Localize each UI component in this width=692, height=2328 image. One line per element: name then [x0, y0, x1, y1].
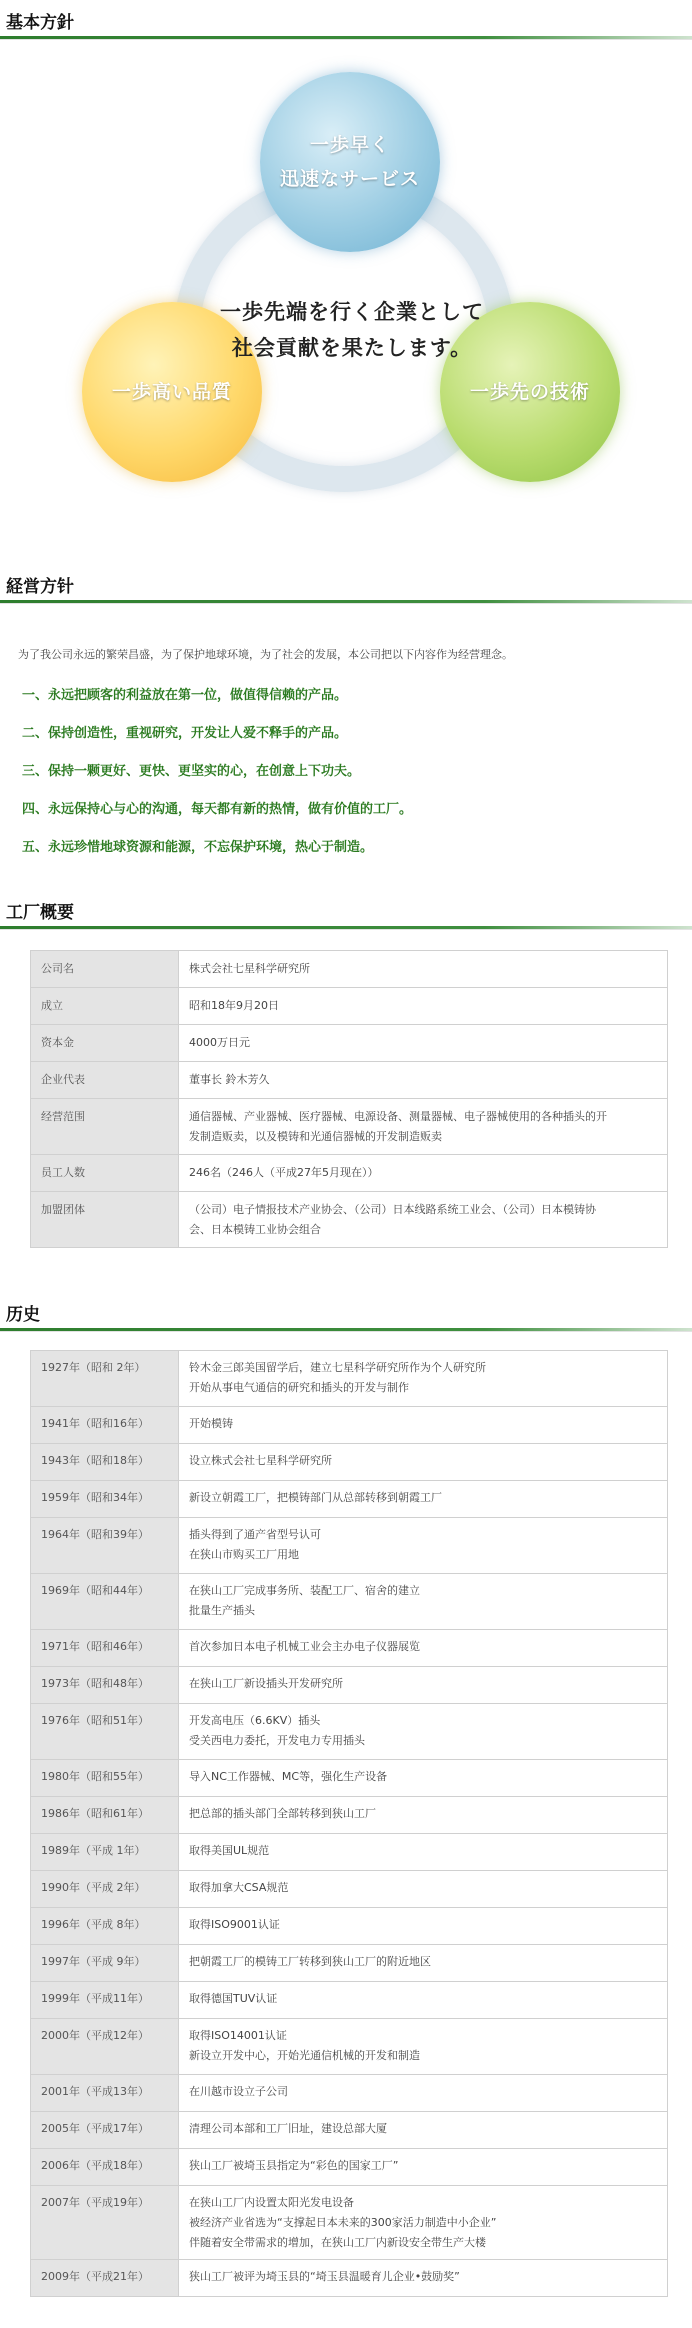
- history-year: 1943年（昭和18年）: [31, 1444, 179, 1481]
- table-row: [31, 1062, 668, 1099]
- history-row: [31, 1407, 668, 1444]
- history-event-line: 受关西电力委托，开发电力专用插头: [189, 1734, 365, 1747]
- table-value: 246名（246人（平成27年5月现在））: [179, 1155, 668, 1192]
- history-event-line: 插头得到了通产省型号认可: [189, 1528, 321, 1541]
- table-key: 成立: [31, 988, 179, 1025]
- history-row: [31, 1704, 668, 1760]
- history-event: [179, 2112, 668, 2149]
- history-row: [31, 2149, 668, 2186]
- basic-policy-diagram: [82, 72, 622, 512]
- history-year: 2001年（平成13年）: [31, 2075, 179, 2112]
- history-event-line: 在狭山市购买工厂用地: [189, 1548, 299, 1561]
- history-event: [179, 1518, 668, 1574]
- history-year: 1980年（昭和55年）: [31, 1760, 179, 1797]
- history-event: [179, 1871, 668, 1908]
- history-year: 1969年（昭和44年）: [31, 1574, 179, 1630]
- history-event-line: 取得美国UL规范: [189, 1844, 270, 1857]
- table-row: [31, 988, 668, 1025]
- circle-speed: [260, 72, 440, 252]
- policy-item: 一、永远把顾客的利益放在第一位，做值得信赖的产品。: [22, 688, 348, 703]
- history-year: 2006年（平成18年）: [31, 2149, 179, 2186]
- history-event-line: 取得ISO14001认证: [189, 2029, 287, 2042]
- history-event: [179, 1834, 668, 1871]
- history-event: [179, 1945, 668, 1982]
- table-value: 通信器械、产业器械、医疗器械、电源设备、测量器械、电子器械使用的各种插头的开 发制造贩卖，以及模铸和光通信器械的开发制造贩卖: [179, 1099, 668, 1155]
- history-row: [31, 1518, 668, 1574]
- history-event-line: 清理公司本部和工厂旧址，建设总部大厦: [189, 2122, 387, 2135]
- history-event: [179, 1704, 668, 1760]
- history-event-line: 狭山工厂被埼玉县指定为“彩色的国家工厂”: [189, 2159, 399, 2172]
- table-value: 董事长 鈴木芳久: [179, 1062, 668, 1099]
- section-title-history: 历史: [6, 1305, 40, 1325]
- table-row: [31, 951, 668, 988]
- section-divider: [0, 36, 692, 39]
- policy-item: 二、保持创造性，重视研究，开发让人爱不释手的产品。: [22, 726, 348, 741]
- history-year: 1986年（昭和61年）: [31, 1797, 179, 1834]
- history-event: [179, 1574, 668, 1630]
- history-row: [31, 1797, 668, 1834]
- history-year: 1990年（平成 2年）: [31, 1871, 179, 1908]
- history-row: [31, 1481, 668, 1518]
- circle-quality-label: 一歩高い品質: [111, 381, 232, 403]
- table-row: [31, 1155, 668, 1192]
- table-key: 加盟团体: [31, 1192, 179, 1248]
- history-event: [179, 2075, 668, 2112]
- history-event-line: 开发高电压（6.6KV）插头: [189, 1714, 321, 1727]
- center-slogan-line1: 一歩先端を行く企業として: [220, 300, 484, 324]
- policy-item: 五、永远珍惜地球资源和能源，不忘保护环境，热心于制造。: [22, 840, 374, 855]
- table-key: 员工人数: [31, 1155, 179, 1192]
- section-title-basic-policy: 基本方針: [6, 13, 74, 33]
- history-row: [31, 2019, 668, 2075]
- circle-speed-line1: 一歩早く: [309, 134, 390, 156]
- table-key: 企业代表: [31, 1062, 179, 1099]
- history-row: [31, 1982, 668, 2019]
- history-event-line: 导入NC工作器械、MC等，强化生产设备: [189, 1770, 388, 1783]
- history-event-line: 取得ISO9001认证: [189, 1918, 280, 1931]
- history-row: [31, 2075, 668, 2112]
- history-row: [31, 1760, 668, 1797]
- history-event-line: 在狭山工厂新设插头开发研究所: [189, 1677, 343, 1690]
- history-year: 1997年（平成 9年）: [31, 1945, 179, 1982]
- center-slogan-line2: 社会貢献を果たします。: [231, 336, 473, 360]
- history-event-line: 批量生产插头: [189, 1604, 255, 1617]
- history-event: [179, 1407, 668, 1444]
- table-row: [31, 1099, 668, 1155]
- history-event-line: 在狭山工厂内设置太阳光发电设备: [189, 2196, 354, 2209]
- history-event-line: 狭山工厂被评为埼玉县的“埼玉县温暖育儿企业•鼓励奖”: [189, 2270, 460, 2283]
- table-value: 4000万日元: [179, 1025, 668, 1062]
- history-row: [31, 1871, 668, 1908]
- section-divider: [0, 600, 692, 603]
- section-title-management-policy: 経営方针: [6, 577, 74, 597]
- history-year: 1976年（昭和51年）: [31, 1704, 179, 1760]
- history-event-line: 被经济产业省选为“支撑起日本未来的300家活力制造中小企业”: [189, 2216, 497, 2229]
- table-key: 资本金: [31, 1025, 179, 1062]
- history-row: [31, 1574, 668, 1630]
- history-event-line: 取得德国TUV认证: [189, 1992, 278, 2005]
- circle-technology-label: 一歩先の技術: [469, 381, 590, 403]
- section-divider: [0, 1328, 692, 1331]
- history-row: [31, 1908, 668, 1945]
- table-value: （公司）电子情报技术产业协会、（公司）日本线路系统工业会、（公司）日本模铸协 会、日本模铸工业协会组合: [179, 1192, 668, 1248]
- table-value: 株式会社七星科学研究所: [179, 951, 668, 988]
- history-year: 1971年（昭和46年）: [31, 1630, 179, 1667]
- history-event-line: 新设立朝霞工厂，把模铸部门从总部转移到朝霞工厂: [189, 1491, 442, 1504]
- table-row: [31, 1192, 668, 1248]
- history-event-line: 新设立开发中心，开始光通信机械的开发和制造: [189, 2049, 420, 2062]
- history-event: [179, 1760, 668, 1797]
- history-event: [179, 1351, 668, 1407]
- history-year: 1941年（昭和16年）: [31, 1407, 179, 1444]
- history-event: [179, 2019, 668, 2075]
- history-event-line: 把总部的插头部门全部转移到狭山工厂: [189, 1807, 376, 1820]
- policy-item: 四、永远保持心与心的沟通，每天都有新的热情，做有价值的工厂。: [22, 802, 413, 817]
- policy-intro: 为了我公司永远的繁荣昌盛，为了保护地球环境，为了社会的发展，本公司把以下内容作为经营理念。: [18, 648, 513, 661]
- table-row: [31, 1025, 668, 1062]
- section-title-factory-overview: 工厂概要: [6, 903, 74, 923]
- history-year: 2005年（平成17年）: [31, 2112, 179, 2149]
- history-table: [30, 1350, 668, 2297]
- history-year: 1964年（昭和39年）: [31, 1518, 179, 1574]
- history-year: 2007年（平成19年）: [31, 2186, 179, 2260]
- history-year: 2009年（平成21年）: [31, 2260, 179, 2297]
- history-event: [179, 2149, 668, 2186]
- history-row: [31, 1945, 668, 1982]
- circle-speed-line2: 迅速なサービス: [279, 168, 420, 190]
- history-event-line: 伴随着安全带需求的增加，在狭山工厂内新设安全带生产大楼: [189, 2236, 486, 2249]
- table-key: 公司名: [31, 951, 179, 988]
- history-row: [31, 1351, 668, 1407]
- factory-overview-table: [30, 950, 668, 1248]
- history-year: 1996年（平成 8年）: [31, 1908, 179, 1945]
- history-year: 1973年（昭和48年）: [31, 1667, 179, 1704]
- history-event-line: 在狭山工厂完成事务所、装配工厂、宿舍的建立: [189, 1584, 420, 1597]
- history-event: [179, 1667, 668, 1704]
- history-event: [179, 1481, 668, 1518]
- history-year: 1999年（平成11年）: [31, 1982, 179, 2019]
- history-year: 1959年（昭和34年）: [31, 1481, 179, 1518]
- history-event: [179, 1982, 668, 2019]
- history-event: [179, 2260, 668, 2297]
- section-divider: [0, 926, 692, 929]
- center-slogan: [192, 294, 512, 366]
- history-event-line: 开始模铸: [189, 1417, 233, 1430]
- history-event-line: 取得加拿大CSA规范: [189, 1881, 289, 1894]
- history-row: [31, 2112, 668, 2149]
- history-row: [31, 2260, 668, 2297]
- history-year: 1989年（平成 1年）: [31, 1834, 179, 1871]
- history-row: [31, 1630, 668, 1667]
- history-year: 1927年（昭和 2年）: [31, 1351, 179, 1407]
- history-event-line: 首次参加日本电子机械工业会主办电子仪器展览: [189, 1640, 420, 1653]
- history-event-line: 铃木金三郎美国留学后，建立七星科学研究所作为个人研究所: [189, 1361, 486, 1374]
- table-key: 经营范围: [31, 1099, 179, 1155]
- history-row: [31, 1834, 668, 1871]
- history-event: [179, 2186, 668, 2260]
- history-event: [179, 1908, 668, 1945]
- history-row: [31, 1667, 668, 1704]
- history-event-line: 在川越市设立子公司: [189, 2085, 288, 2098]
- history-event: [179, 1797, 668, 1834]
- history-event: [179, 1444, 668, 1481]
- history-event-line: 设立株式会社七星科学研究所: [189, 1454, 332, 1467]
- history-year: 2000年（平成12年）: [31, 2019, 179, 2075]
- history-event-line: 开始从事电气通信的研究和插头的开发与制作: [189, 1381, 409, 1394]
- history-row: [31, 1444, 668, 1481]
- history-event: [179, 1630, 668, 1667]
- history-event-line: 把朝霞工厂的模铸工厂转移到狭山工厂的附近地区: [189, 1955, 431, 1968]
- history-row: [31, 2186, 668, 2260]
- policy-item: 三、保持一颗更好、更快、更坚实的心，在创意上下功夫。: [22, 764, 361, 779]
- table-value: 昭和18年9月20日: [179, 988, 668, 1025]
